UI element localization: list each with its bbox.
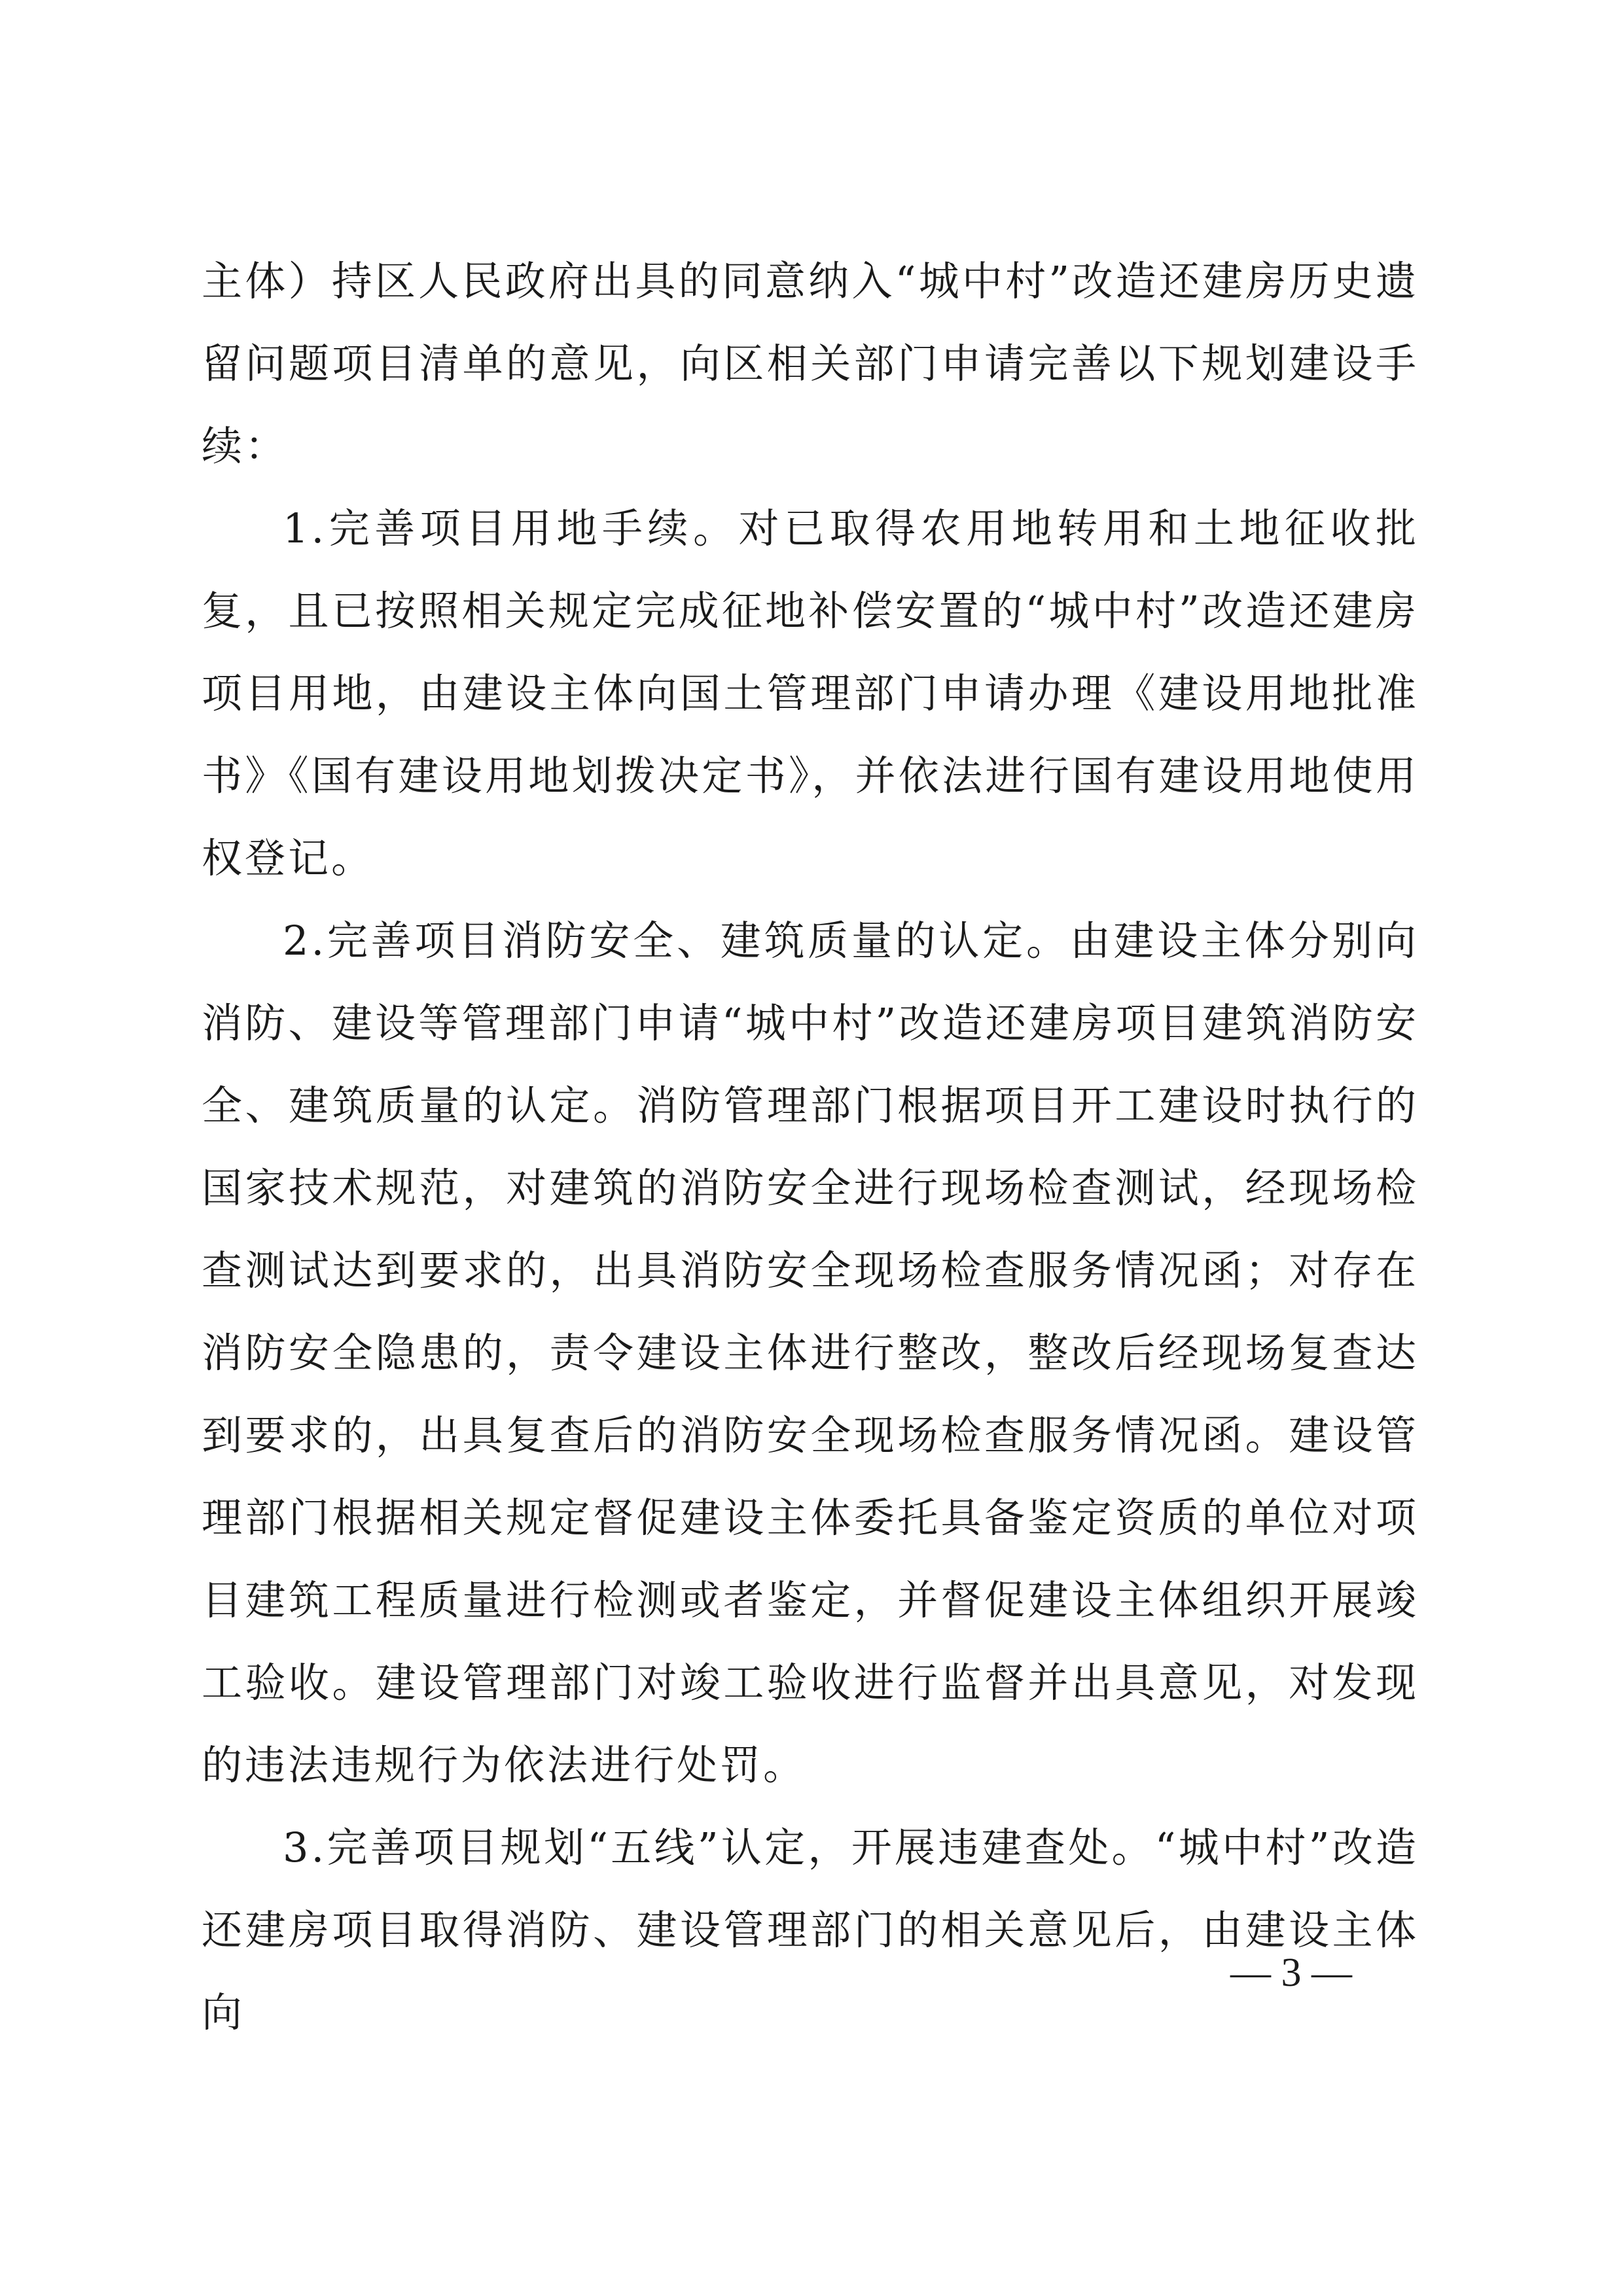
document-body — [202, 240, 1419, 2054]
paragraph-continuation: 主体）持区人民政府出具的同意纳入“城中村”改造还建房历史遗留问题项目清单的意见，向区相关部门申请完善以下规划建设手续： — [202, 257, 1419, 470]
page-number: — 3 — — [1230, 1951, 1352, 1995]
paragraph-item-3: 3.完善项目规划“五线”认定，开展违建查处。“城中村”改造还建房项目取得消防、建设管理部门的相关意见后，由建设主体向 — [202, 1824, 1419, 2036]
paragraph-item-2: 2.完善项目消防安全、建筑质量的认定。由建设主体分别向消防、建设等管理部门申请“城中村”改造还建房项目建筑消防安全、建筑质量的认定。消防管理部门根据项目开工建设时执行的国家技术规范，对建筑的消防安全进行现场检查测试，经现场检查测试达到要求的，出具消防安全现场检查服务情况函；对存在消防安全隐患的，责令建设主体进行整改，整改后经现场复查达到要求的，出具复查后的消防安全现场检查服务情况函。建设管理部门根据相关规定督促建设主体委托具备鉴定资质的单位对项目建筑工程质量进行检测或者鉴定，并督促建设主体组织开展竣工验收。建设管理部门对竣工验收进行监督并出具意见，对发现的违法违规行为依法进行处罚。 — [202, 917, 1419, 1789]
paragraph-item-1: 1.完善项目用地手续。对已取得农用地转用和土地征收批复，且已按照相关规定完成征地补偿安置的“城中村”改造还建房项目用地，由建设主体向国土管理部门申请办理《建设用地批准书》《国有建设用地划拨决定书》，并依法进行国有建设用地使用权登记。 — [202, 504, 1419, 882]
